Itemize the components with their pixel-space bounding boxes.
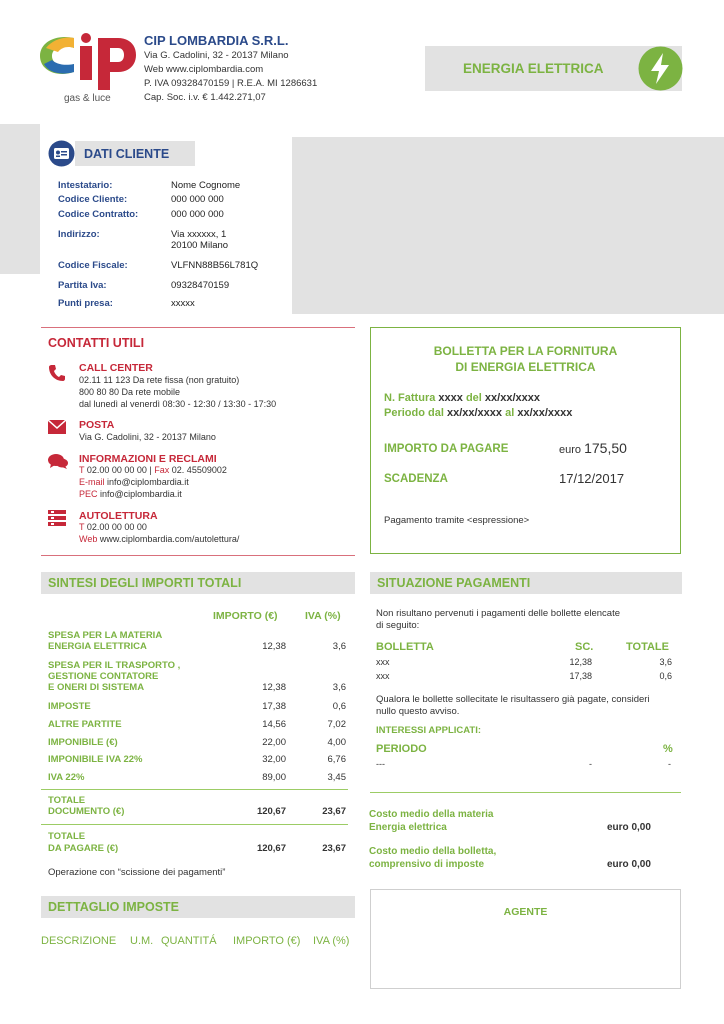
client-label-codice-fiscale: Codice Fiscale: (58, 260, 128, 271)
posta-title: POSTA (79, 419, 115, 431)
client-label-intestatario: Intestatario: (58, 180, 113, 191)
pagamenti-rule (370, 792, 681, 793)
company-name: CIP LOMBARDIA S.R.L. (144, 33, 289, 48)
bill-amount-value: 175,50 (584, 440, 627, 456)
bill-amount-currency: euro (559, 444, 582, 456)
info-fax-value: 02. 45509002 (171, 465, 227, 475)
bill-amount (559, 440, 627, 456)
interessi-title: INTERESSI APPLICATI: (376, 725, 482, 736)
sintesi-totale-pag-iva: 23,67 (322, 843, 346, 854)
pagamenti-row1-totale: 3,6 (659, 657, 672, 667)
imposte-col-descrizione: DESCRIZIONE (41, 935, 117, 947)
client-label-partita-iva: Partita Iva: (58, 280, 107, 291)
sintesi-rule-1 (41, 789, 348, 790)
bill-periodo-from: xx/xx/xxxx (446, 407, 503, 419)
info-t-value: 02.00 00 00 00 (86, 465, 147, 475)
sintesi-header: SINTESI DEGLI IMPORTI TOTALI (41, 572, 355, 594)
client-value-indirizzo-city: 20100 Milano (171, 240, 229, 251)
info-pec-value[interactable]: info@ciplombardia.it (100, 489, 182, 499)
imposte-col-iva: IVA (%) (313, 935, 350, 947)
contacts-top-rule (41, 327, 355, 328)
interessi-row-periodo: --- (376, 759, 385, 769)
info-email-label: E-mail (79, 477, 105, 487)
autolettura-t-label: T (79, 522, 85, 532)
service-banner (425, 46, 682, 91)
client-title-band (75, 141, 195, 166)
sintesi-row-materia-label2: ENERGIA ELETTRICA (48, 641, 147, 652)
sintesi-col-iva: IVA (%) (305, 610, 341, 622)
pagamenti-col-totale: TOTALE (626, 641, 669, 653)
client-value-codice-cliente: 000 000 000 (171, 194, 224, 205)
bill-due-label: SCADENZA (384, 473, 448, 485)
right-grey-panel (292, 137, 724, 314)
pagamenti-intro-line1: Non risultano pervenuti i pagamenti delle bollette elencate (376, 608, 620, 619)
pagamenti-row2-bolletta: xxx (376, 671, 390, 681)
pagamenti-col-bolletta: BOLLETTA (376, 641, 434, 653)
left-grey-band (0, 124, 40, 274)
sintesi-row-trasporto-iva: 3,6 (332, 682, 346, 693)
costo-materia-label1: Costo medio della materia (369, 809, 494, 820)
call-center-line2: 800 80 80 Da rete mobile (79, 387, 181, 397)
sintesi-totale-doc-label1: TOTALE (48, 795, 86, 806)
costo-bolletta-label1: Costo medio della bolletta, (369, 846, 497, 857)
client-label-punti-presa: Punti presa: (58, 298, 113, 309)
sintesi-row-imponibile-iva-iva: 6,76 (327, 754, 346, 765)
sintesi-row-altre-iva: 7,02 (327, 719, 346, 730)
pagamenti-row1-sc: 12,38 (569, 657, 592, 667)
sintesi-row-imponibile-iva-label: IMPONIBILE IVA 22% (48, 754, 143, 765)
contacts-bottom-rule (41, 555, 355, 556)
autolettura-web (79, 534, 239, 545)
bill-invoice-number (384, 392, 540, 404)
sintesi-row-trasporto-importo: 12,38 (262, 682, 286, 693)
client-label-codice-cliente: Codice Cliente: (58, 194, 128, 205)
bill-fattura-value: xxxx (438, 392, 463, 404)
pagamenti-row2-totale: 0,6 (659, 671, 672, 681)
sintesi-row-imposte-importo: 17,38 (262, 701, 286, 712)
sintesi-row-trasporto-label1: SPESA PER IL TRASPORTO , (48, 660, 181, 671)
company-logo (38, 30, 138, 92)
bill-fattura-label: N. Fattura (384, 392, 436, 404)
sintesi-rule-2 (41, 824, 348, 825)
meter-reading-icon (48, 510, 66, 526)
info-email (79, 477, 189, 488)
client-title: DATI CLIENTE (84, 147, 170, 161)
sintesi-note: Operazione con “scissione dei pagamenti” (48, 867, 226, 878)
bill-periodo-to: xx/xx/xxxx (517, 407, 573, 419)
call-center-title: CALL CENTER (79, 362, 153, 374)
costo-materia-label2: Energia elettrica (369, 822, 447, 833)
sintesi-totale-pag-label2: DA PAGARE (€) (48, 843, 119, 854)
pagamenti-intro-line2: di seguito: (376, 620, 420, 631)
sintesi-row-imposte-iva: 0,6 (332, 701, 346, 712)
client-value-codice-fiscale: VLFNN88B56L781Q (171, 260, 259, 271)
autolettura-phone (79, 522, 147, 533)
sintesi-row-altre-importo: 14,56 (262, 719, 286, 730)
agent-box (370, 889, 681, 989)
call-center-line1: 02.11 11 123 Da rete fissa (non gratuito) (79, 375, 240, 385)
client-value-indirizzo: Via xxxxxx, 1 (171, 229, 227, 240)
id-card-icon (48, 140, 75, 167)
info-phone-fax (79, 465, 227, 476)
bill-periodo-label: Periodo dal (384, 407, 444, 419)
imposte-col-importo: IMPORTO (€) (233, 935, 301, 947)
sintesi-totale-pag-label1: TOTALE (48, 831, 86, 842)
company-capital: Cap. Soc. i.v. € 1.442.271,07 (144, 92, 266, 103)
info-title: INFORMAZIONI E RECLAMI (79, 453, 217, 465)
sintesi-totale-doc-iva: 23,67 (322, 806, 346, 817)
autolettura-web-value[interactable]: www.ciplombardia.com/autolettura/ (99, 534, 240, 544)
interessi-col-pct: % (663, 743, 673, 755)
sintesi-row-materia-label1: SPESA PER LA MATERIA (48, 630, 163, 641)
sintesi-row-iva22-iva: 3,45 (327, 772, 346, 783)
sintesi-row-altre-label: ALTRE PARTITE (48, 719, 122, 730)
imposte-col-um: U.M. (130, 935, 154, 947)
info-pec-label: PEC (79, 489, 98, 499)
call-center-line3: dal lunedì al venerdì 08:30 - 12:30 / 13:30 - 17:30 (79, 399, 277, 409)
bill-amount-label: IMPORTO DA PAGARE (384, 443, 509, 455)
client-label-indirizzo: Indirizzo: (58, 229, 100, 240)
sintesi-totale-doc-importo: 120,67 (256, 806, 286, 817)
info-pec (79, 489, 182, 500)
chat-bubbles-icon (48, 454, 68, 470)
bill-title-line2: DI ENERGIA ELETTRICA (455, 360, 596, 374)
bill-al-label: al (505, 407, 515, 419)
costo-materia-value: euro 0,00 (607, 822, 651, 833)
sintesi-row-materia-iva: 3,6 (332, 641, 346, 652)
envelope-icon (48, 420, 66, 434)
client-value-intestatario: Nome Cognome (171, 180, 241, 191)
posta-line1: Via G. Cadolini, 32 - 20137 Milano (79, 432, 216, 442)
autolettura-title: AUTOLETTURA (79, 510, 158, 522)
pagamenti-row1-bolletta: xxx (376, 657, 390, 667)
interessi-row-pct: - (668, 759, 671, 769)
sintesi-row-imponibile-iva-importo: 32,00 (262, 754, 286, 765)
client-value-punti-presa: xxxxx (171, 298, 195, 309)
imposte-col-quantita: QUANTITÁ (161, 935, 217, 947)
agent-title: AGENTE (503, 906, 548, 918)
sintesi-totale-pag-importo: 120,67 (256, 843, 286, 854)
sintesi-row-iva22-importo: 89,00 (262, 772, 286, 783)
pagamenti-note-line1: Qualora le bollette sollecitate le risultassero già pagate, consideri (376, 694, 650, 705)
sintesi-row-imponibile-label: IMPONIBILE (€) (48, 737, 118, 748)
bill-payment-note: Pagamento tramite <espressione> (384, 515, 530, 526)
costo-bolletta-value: euro 0,00 (607, 859, 651, 870)
autolettura-web-label: Web (79, 534, 98, 544)
pagamenti-col-sc: SC. (575, 641, 594, 653)
logo-subtitle: gas & luce (64, 93, 111, 104)
pagamenti-row2-sc: 17,38 (569, 671, 592, 681)
sintesi-row-trasporto-label2: GESTIONE CONTATORE (48, 671, 159, 682)
info-fax-label: Fax (154, 465, 170, 475)
client-value-codice-contratto: 000 000 000 (171, 209, 224, 220)
bill-del-value: xx/xx/xxxx (484, 392, 540, 404)
sintesi-row-imponibile-importo: 22,00 (262, 737, 286, 748)
bill-title-line1: BOLLETTA PER LA FORNITURA (433, 344, 618, 358)
interessi-col-periodo: PERIODO (376, 743, 427, 755)
bill-summary-box (370, 327, 681, 554)
sintesi-row-materia-importo: 12,38 (262, 641, 286, 652)
pagamenti-note-line2: nullo questo avviso. (376, 706, 460, 717)
imposte-header: DETTAGLIO IMPOSTE (41, 896, 355, 918)
company-address: Via G. Cadolini, 32 - 20137 Milano (144, 50, 289, 61)
client-value-partita-iva: 09328470159 (171, 280, 230, 291)
client-section-header (48, 140, 195, 167)
autolettura-t-value: 02.00 00 00 00 (86, 522, 147, 532)
sintesi-totale-doc-label2: DOCUMENTO (€) (48, 806, 125, 817)
info-t-label: T (79, 465, 85, 475)
sintesi-col-importo: IMPORTO (€) (213, 610, 278, 622)
sintesi-row-imposte-label: IMPOSTE (48, 701, 91, 712)
sintesi-row-trasporto-label3: E ONERI DI SISTEMA (48, 682, 145, 693)
info-email-value[interactable]: info@ciplombardia.it (107, 477, 189, 487)
info-separator: | (146, 465, 155, 475)
bill-del-label: del (465, 392, 482, 404)
contacts-title: CONTATTI UTILI (48, 336, 145, 350)
company-web: Web www.ciplombardia.com (144, 64, 264, 75)
company-piva: P. IVA 09328470159 | R.E.A. MI 1286631 (144, 78, 318, 89)
phone-icon (48, 364, 66, 382)
costo-bolletta-label2: comprensivo di imposte (369, 859, 485, 870)
sintesi-row-imponibile-iva: 4,00 (327, 737, 346, 748)
sintesi-row-iva22-label: IVA 22% (48, 772, 85, 783)
client-label-codice-contratto: Codice Contratto: (58, 209, 139, 220)
bill-due-date: 17/12/2017 (559, 471, 625, 486)
lightning-bolt-icon (638, 46, 683, 91)
pagamenti-header: SITUAZIONE PAGAMENTI (370, 572, 682, 594)
bill-period (384, 407, 572, 419)
service-label: ENERGIA ELETTRICA (463, 61, 604, 76)
interessi-row-mid: - (589, 759, 592, 769)
